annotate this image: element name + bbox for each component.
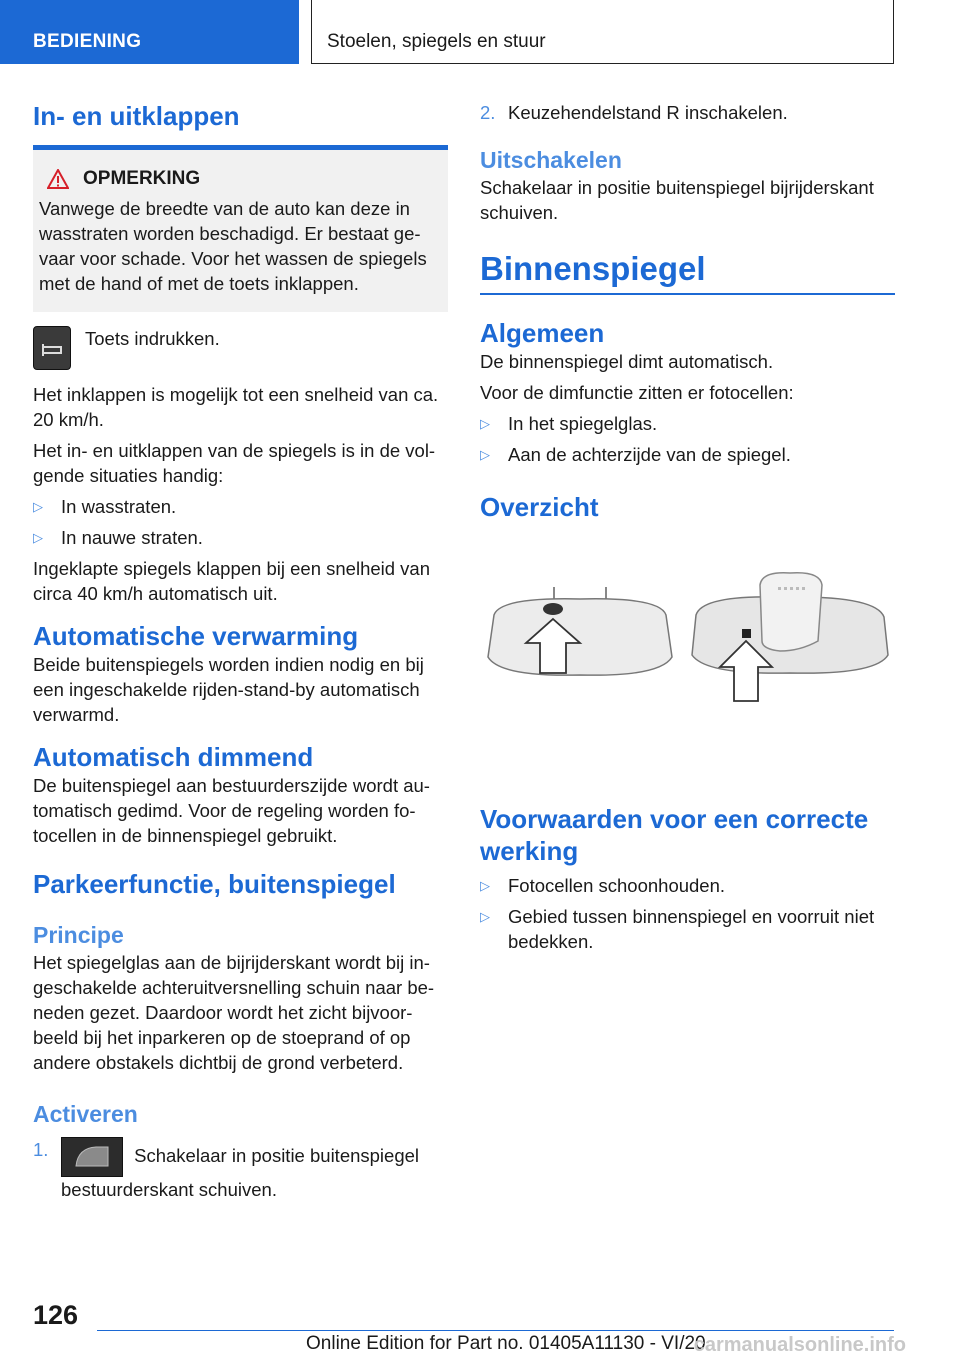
- triangle-bullet-icon: ▷: [480, 878, 490, 893]
- deactivate-text: Schakelaar in positie buitenspiegel bijrijderskant schuiven.: [480, 177, 874, 223]
- subtitle-deactivate: Uitschakelen: [480, 147, 622, 173]
- fold-button-row: [33, 326, 448, 370]
- title-fold: In- en uitklappen: [33, 101, 240, 131]
- triangle-bullet-icon: ▷: [33, 530, 43, 545]
- footer-edition: Online Edition for Part no. 01405A11130 - VI/20: [306, 1333, 706, 1354]
- watermark: carmanualsonline.info: [693, 1334, 906, 1356]
- inner-mirror-overview-image: [480, 567, 895, 747]
- triangle-bullet-icon: ▷: [480, 416, 490, 431]
- title-overview: Overzicht: [480, 492, 599, 522]
- footer-rule: [97, 1330, 894, 1331]
- fold-speed-text: Het inklappen is mogelijk tot een snelheid van ca. 20 km/h.: [33, 384, 439, 430]
- general-text-1: De binnenspiegel dimt automatisch.: [480, 351, 774, 372]
- mirror-fold-icon: [34, 327, 70, 369]
- title-heating: Automatische verwarming: [33, 621, 359, 651]
- step-2: [480, 100, 895, 125]
- inner-mirror-heading: [480, 249, 895, 295]
- step-1: [33, 1137, 448, 1202]
- triangle-bullet-icon: ▷: [480, 909, 490, 924]
- notice-text: Vanwege de breedte van de auto kan deze in wasstraten worden beschadigd. Er bestaat ge-vaar voor schade. Voor het wassen de spiegels met de hand of met de toets inklappen.: [39, 198, 427, 294]
- fold-button-image: [33, 326, 71, 370]
- step-1-text: Schakelaar in positie buitenspiegel bestuurderskant schuiven.: [61, 1144, 420, 1200]
- title-parking: Parkeerfunctie, buitenspiegel: [33, 869, 396, 899]
- header-chapter: Stoelen, spiegels en stuur: [327, 31, 546, 52]
- list-item: ▷ In het spiegelglas.: [480, 413, 658, 434]
- general-text-2: Voor de dimfunctie zitten er fotocellen:: [480, 382, 794, 403]
- mirror-switch-image: [61, 1137, 123, 1177]
- list-item: ▷ Fotocellen schoonhouden.: [480, 875, 726, 896]
- conditions-bullet-list: [480, 873, 895, 954]
- auto-unfold-text: Ingeklapte spiegels klappen bij een snelheid van circa 40 km/h automatisch uit.: [33, 558, 431, 604]
- notice-box: [33, 145, 448, 312]
- list-item: ▷ Gebied tussen binnenspiegel en voorruit niet bedekken.: [480, 906, 875, 952]
- principle-text: Het spiegelglas aan de bijrijderskant wordt bij in-geschakelde achteruitversnelling schuin naar be-neden gezet. Daardoor wordt het zicht bijvoor-beeld bij het inparkeren op de stoeprand of op andere obstakels dichtbij de grond verbeterd.: [33, 952, 435, 1073]
- list-item: ▷ In nauwe straten.: [33, 527, 203, 548]
- title-inner-mirror: Binnenspiegel: [480, 250, 706, 287]
- step-2-text: Keuzehendelstand R inschakelen.: [508, 102, 788, 123]
- photocell-bullet-list: [480, 411, 895, 467]
- triangle-bullet-icon: ▷: [480, 447, 490, 462]
- left-column: [33, 100, 448, 1202]
- heating-text: Beide buitenspiegels worden indien nodig en bij een ingeschakelde rijden-stand-by automatisch verwarmd.: [33, 654, 424, 725]
- header-chapter-box: [311, 0, 894, 64]
- triangle-bullet-icon: ▷: [33, 499, 43, 514]
- title-conditions: Voorwaarden voor een correcte werking: [480, 804, 869, 866]
- list-item: ▷ In wasstraten.: [33, 496, 177, 517]
- step-number: 1.: [33, 1139, 49, 1160]
- fold-bullet-list: [33, 494, 448, 550]
- subtitle-activate: Activeren: [33, 1101, 138, 1127]
- fold-situations-text: Het in- en uitklappen van de spiegels is in de vol-gende situaties handig:: [33, 440, 436, 486]
- step-number: 2.: [480, 102, 496, 123]
- subtitle-principle: Principe: [33, 922, 124, 948]
- title-dimming: Automatisch dimmend: [33, 742, 314, 772]
- button-instruction: Toets indrukken.: [85, 328, 220, 349]
- warning-icon: [47, 169, 69, 189]
- header-section: BEDIENING: [33, 31, 142, 52]
- list-item: ▷ Aan de achterzijde van de spiegel.: [480, 444, 791, 465]
- notice-label: OPMERKING: [83, 168, 201, 189]
- title-general: Algemeen: [480, 318, 605, 348]
- dimming-text: De buitenspiegel aan bestuurderszijde wordt au-tomatisch gedimd. Voor de regeling worden fo-tocellen in de binnenspiegel gebruikt.: [33, 775, 430, 846]
- mirror-switch-icon: [62, 1138, 122, 1176]
- right-column: [480, 100, 895, 954]
- page-number: 126: [33, 1300, 79, 1330]
- inner-mirror-illustration: [480, 567, 895, 747]
- header-section-tab: [0, 0, 299, 64]
